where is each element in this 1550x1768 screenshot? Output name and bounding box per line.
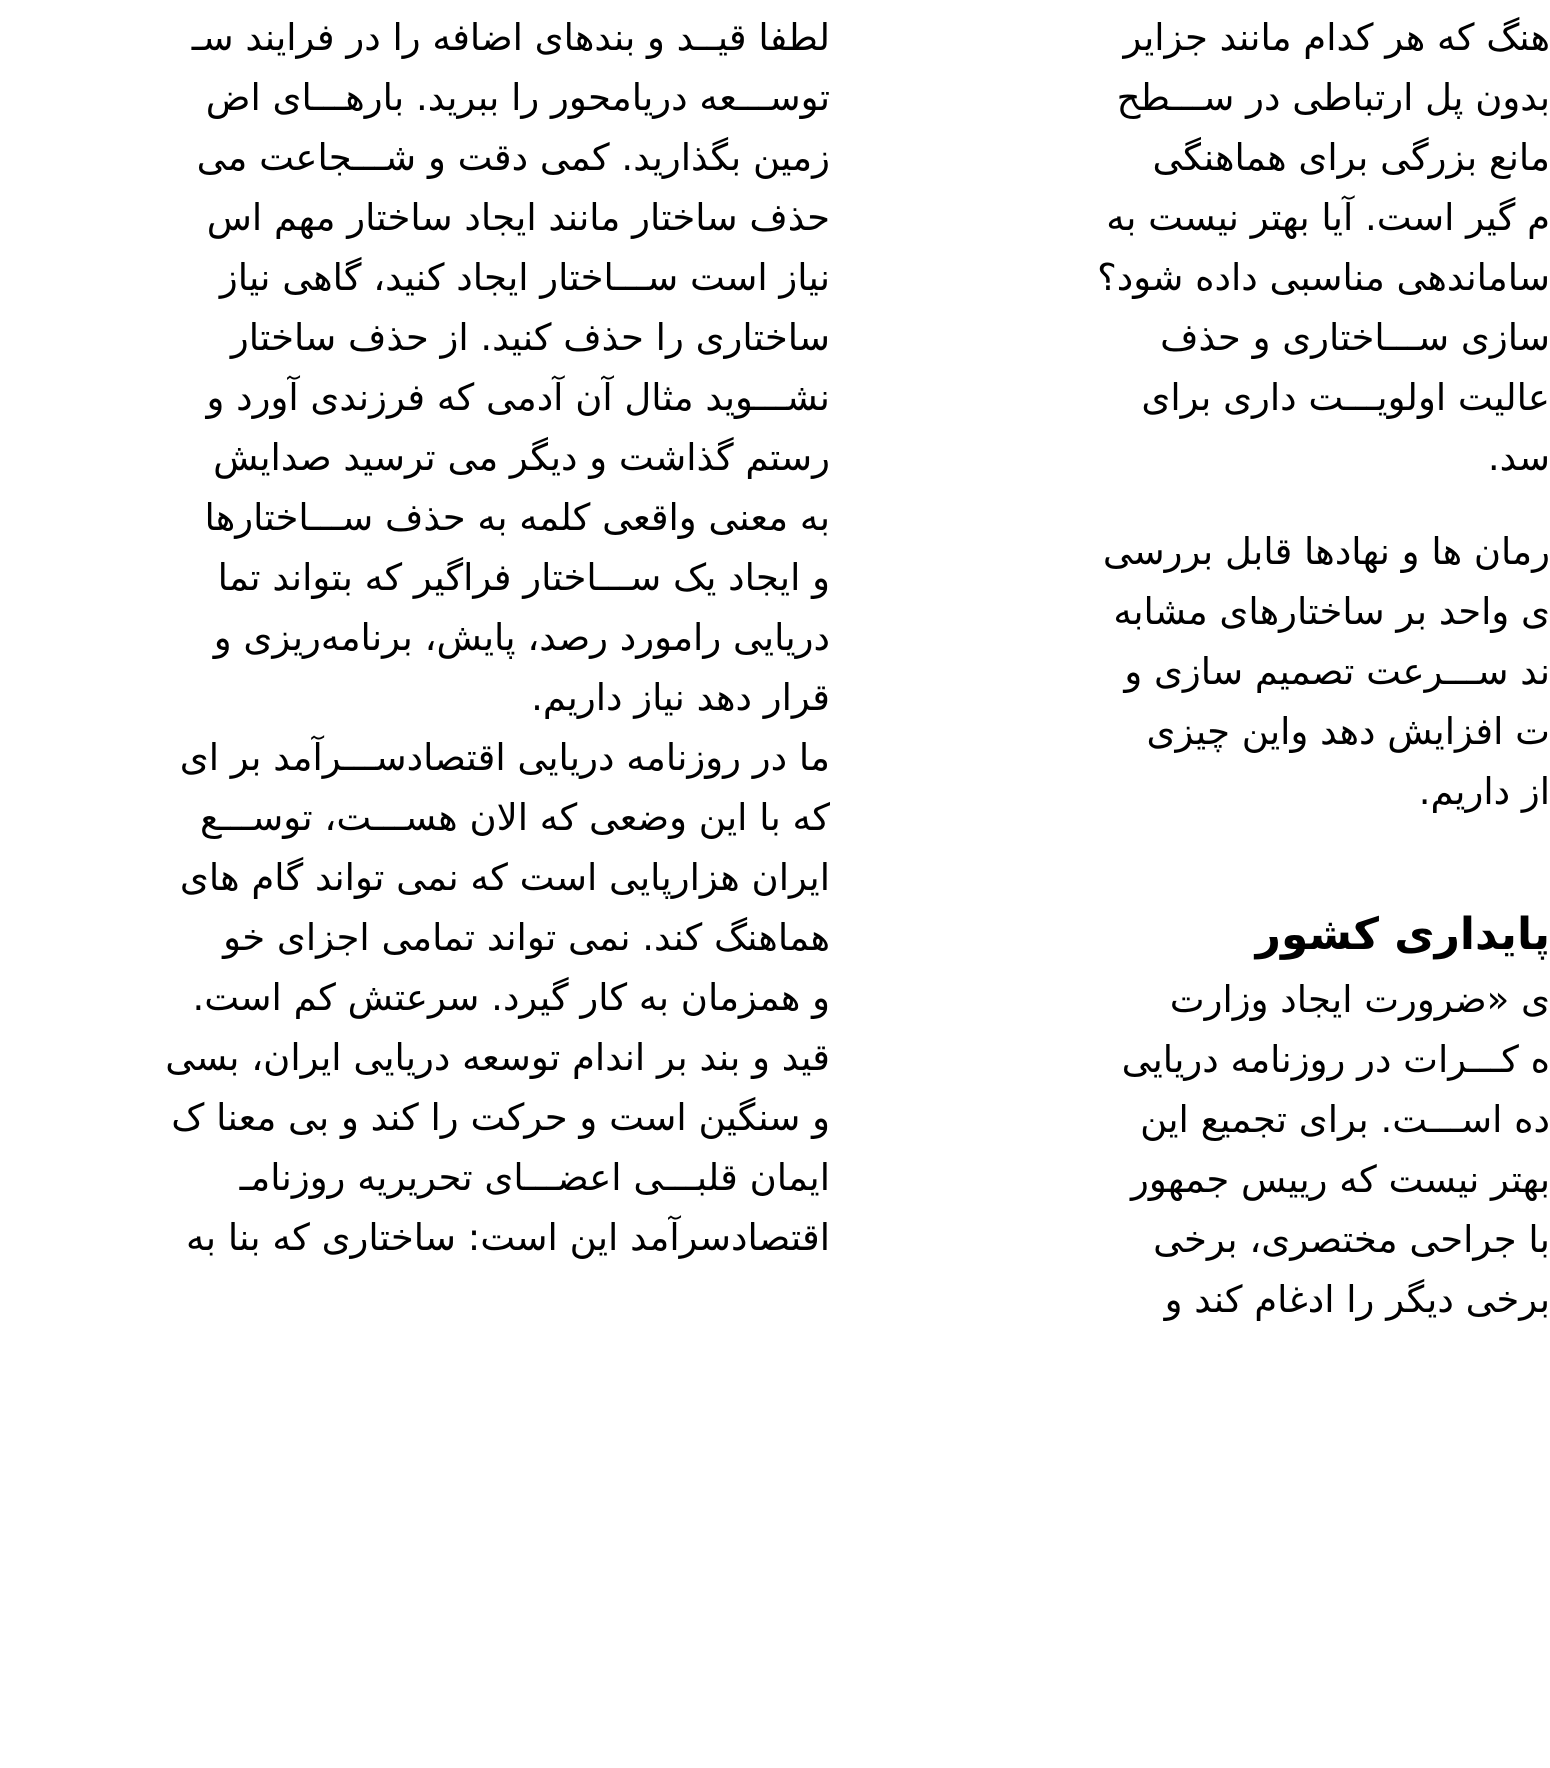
text-line: به معنی واقعی کلمه به حذف ســـاختارها: [204, 496, 830, 539]
section-gap: [930, 822, 1550, 900]
text-line: ند ســـرعت تصمیم سازی و: [1124, 650, 1550, 693]
text-line: ایمان قلبـــی اعضـــای تحریریه روزنامـ: [239, 1156, 830, 1199]
text-line: توســـعه دریامحور را ببرید. بارهـــای اض: [205, 76, 830, 119]
text-line: مانع بزرگی برای هماهنگی: [1152, 136, 1550, 179]
text-line: ساختاری را حذف کنید. از حذف ساختار: [230, 316, 830, 359]
text-line: ه کـــرات در روزنامه دریایی: [1121, 1038, 1550, 1081]
text-line: برخی دیگر را ادغام کند و: [1164, 1278, 1550, 1321]
text-line: ی «ضرورت ایجاد وزارت: [1169, 978, 1550, 1021]
text-line: زمین بگذارید. کمی دقت و شـــجاعت می: [196, 136, 830, 179]
text-line: هماهنگ کند. نمی تواند تمامی اجزای خو: [223, 916, 830, 959]
text-line: ما در روزنامه دریایی اقتصادســـرآمد بر ای: [179, 736, 830, 779]
text-line: که با این وضعی که الان هســـت، توســـع: [199, 796, 830, 839]
text-line: حذف ساختار مانند ایجاد ساختار مهم اس: [206, 196, 830, 239]
text-line: دریایی رامورد رصد، پایش، برنامه‌ریزی و: [213, 616, 830, 659]
text-line: بدون پل ارتباطی در ســـطح: [1116, 76, 1550, 119]
text-line: ایران هزارپایی است که نمی تواند گام های: [179, 856, 830, 899]
text-line: ساماندهی مناسبی داده شود؟: [1097, 256, 1550, 299]
text-line: سازی ســـاختاری و حذف: [1160, 316, 1550, 359]
text-line: ی واحد بر ساختارهای مشابه: [1113, 590, 1550, 633]
text-line: از داریم.: [1418, 770, 1550, 813]
text-line: رستم گذاشت و دیگر می ترسید صدایش: [213, 436, 830, 479]
text-line: نشـــوید مثال آن آدمی که فرزندی آورد و: [206, 376, 830, 419]
text-line: عالیت اولویـــت داری برای: [1141, 376, 1550, 419]
text-line: هنگ که هر کدام مانند جزایر: [1123, 16, 1550, 59]
text-line: قید و بند بر اندام توسعه دریایی ایران، بسی: [165, 1036, 830, 1079]
text-line: سد.: [1487, 436, 1550, 479]
text-line: و ایجاد یک ســـاختار فراگیر که بتواند تما: [217, 556, 830, 599]
text-line: رمان ها و نهادها قابل بررسی: [1102, 530, 1550, 573]
right-text-column: [930, 0, 1550, 1768]
text-line: لطفا قیــد و بندهای اضافه را در فرایند سـ: [191, 16, 830, 59]
text-line: قرار دهد نیاز داریم.: [531, 676, 830, 719]
text-line: بهتر نیست که رییس جمهور: [1130, 1158, 1550, 1201]
text-line: و سنگین است و حرکت را کند و بی معنا ک: [171, 1096, 830, 1139]
text-line: و همزمان به کار گیرد. سرعتش کم است.: [192, 976, 830, 1019]
paragraph-gap: [930, 488, 1550, 522]
text-line: اقتصادسرآمد این است: ساختاری که بنا به: [185, 1216, 830, 1259]
text-line: م گیر است. آیا بهتر نیست به: [1106, 196, 1550, 239]
text-line: با جراحی مختصری، برخی: [1153, 1218, 1550, 1261]
text-line: نیاز است ســـاختار ایجاد کنید، گاهی نیاز: [219, 256, 830, 299]
section-heading: پایداری کشور: [1255, 909, 1550, 960]
text-line: ده اســـت. برای تجمیع این: [1140, 1098, 1550, 1141]
text-line: ت افزایش دهد واین چیزی: [1146, 710, 1550, 753]
